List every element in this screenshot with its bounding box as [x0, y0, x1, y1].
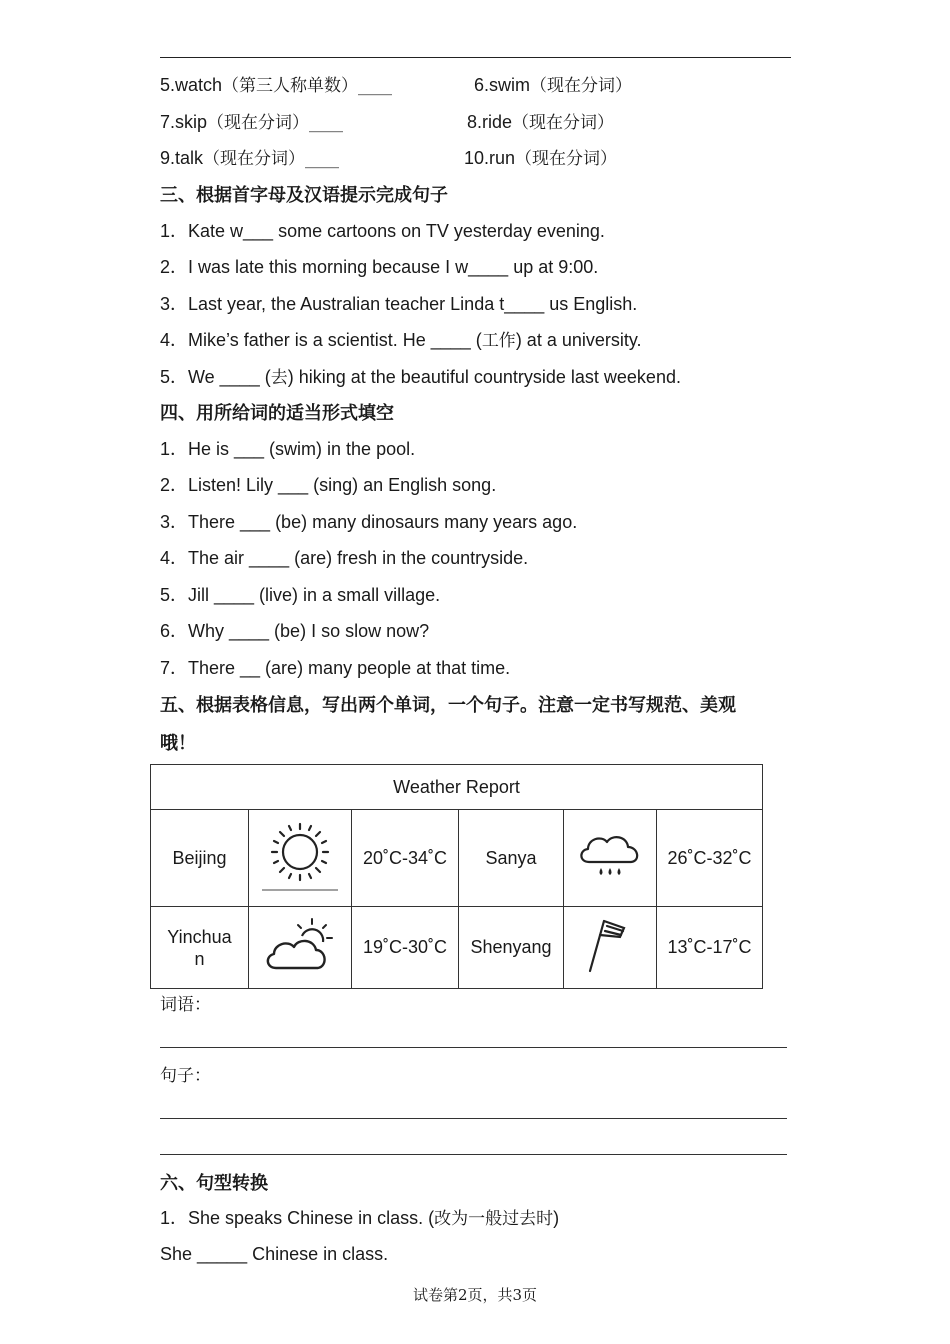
- weather-report-table: [150, 764, 763, 989]
- rain-cloud-icon: [564, 810, 657, 907]
- section-6-title: 六、句型转换: [160, 1173, 268, 1193]
- vocab-item-5: 5.watch（第三人称单数）____: [160, 75, 393, 96]
- section-4-item-7: 7．There __ (are) many people at that time.: [160, 658, 511, 678]
- partly-cloudy-icon: [249, 907, 352, 989]
- page-footer: 试卷第2页，共3页: [412, 1286, 538, 1304]
- section-3-title: 三、根据首字母及汉语提示完成句子: [160, 185, 448, 205]
- vocab-item-9: 9.talk（现在分词）____: [160, 148, 340, 169]
- vocab-item-7: 7.skip（现在分词）____: [160, 112, 344, 133]
- section-5-title-continued: 哦！: [160, 733, 196, 753]
- city-beijing: Beijing: [151, 810, 249, 907]
- windy-flag-icon: [564, 907, 657, 989]
- sentence-label: 句子：: [160, 1066, 211, 1086]
- vocab-item-10: 10.run（现在分词）: [464, 148, 618, 169]
- sentence-answer-line-2[interactable]: [160, 1154, 787, 1155]
- sentence-answer-line-1[interactable]: [160, 1118, 787, 1119]
- vocab-item-6: 6.swim（现在分词）: [474, 75, 633, 96]
- section-6-item-1: 1．She speaks Chinese in class. (改为一般过去时): [160, 1208, 560, 1229]
- section-4-item-4: 4．The air ____ (are) fresh in the countryside.: [160, 548, 529, 568]
- words-label: 词语：: [160, 995, 211, 1015]
- temp-sanya: 26˚C-32˚C: [657, 810, 763, 907]
- section-5-title: 五、根据表格信息，写出两个单词，一个句子。注意一定书写规范、美观: [160, 695, 736, 715]
- temp-beijing: 20˚C-34˚C: [352, 810, 459, 907]
- sunny-icon: [249, 810, 352, 907]
- section-3-item-4: 4．Mike’s father is a scientist. He ____ (工作) at a university.: [160, 330, 642, 351]
- section-3-item-5: 5．We ____ (去) hiking at the beautiful countryside last weekend.: [160, 367, 681, 388]
- section-3-item-3: 3．Last year, the Australian teacher Linda t____ us English.: [160, 294, 638, 314]
- temp-shenyang: 13˚C-17˚C: [657, 907, 763, 989]
- section-4-item-1: 1．He is ___ (swim) in the pool.: [160, 439, 416, 459]
- table-caption: Weather Report: [151, 765, 763, 810]
- section-4-item-2: 2．Listen! Lily ___ (sing) an English song.: [160, 475, 497, 495]
- city-yinchuan: [151, 907, 249, 989]
- vocab-item-8: 8.ride（现在分词）: [467, 112, 615, 133]
- section-4-item-5: 5．Jill ____ (live) in a small village.: [160, 585, 441, 605]
- temp-yinchuan: 19˚C-30˚C: [352, 907, 459, 989]
- section-4-item-6: 6．Why ____ (be) I so slow now?: [160, 621, 430, 641]
- section-4-title: 四、用所给词的适当形式填空: [160, 403, 394, 423]
- top-rule: [160, 57, 791, 58]
- city-sanya: Sanya: [459, 810, 564, 907]
- section-3-item-2: 2．I was late this morning because I w____ up at 9:00.: [160, 257, 599, 277]
- words-answer-line[interactable]: [160, 1047, 787, 1048]
- city-shenyang: Shenyang: [459, 907, 564, 989]
- section-4-item-3: 3．There ___ (be) many dinosaurs many years ago.: [160, 512, 578, 532]
- city-yinchuan-label: Yinchuan: [167, 926, 232, 969]
- section-6-item-1-answer: She _____ Chinese in class.: [160, 1244, 389, 1264]
- section-3-item-1: 1．Kate w___ some cartoons on TV yesterday evening.: [160, 221, 605, 241]
